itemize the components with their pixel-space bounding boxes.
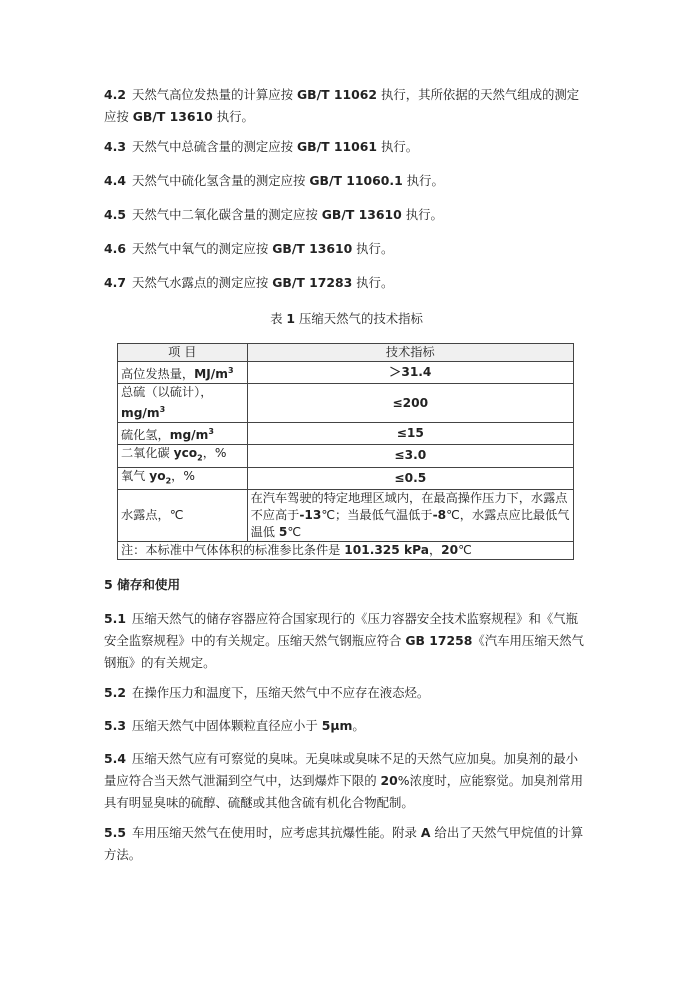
clause-text: 执行，其所依据的天然气组成的测定应按 xyxy=(104,87,580,124)
label-text: 高位发热量， xyxy=(121,367,195,382)
clause-number: 5.1 xyxy=(104,611,126,626)
clause-text: 给出了天然气甲烷值的计算方法。 xyxy=(104,825,584,862)
clause-text: 压缩天然气应有可察觉的臭味。无臭味或臭味不足的天然气应加臭。加臭剂的最小量应符合当天然气泄漏到空气中，达到爆炸下限的 xyxy=(104,751,579,788)
clause-text: 《汽车用压缩天然气钢瓶》的有关规定。 xyxy=(104,633,584,670)
clause-text: 执行。 xyxy=(402,173,444,188)
clause-text: 天然气水露点的测定应按 xyxy=(131,275,273,290)
label-sup: 3 xyxy=(159,405,166,415)
clause-5-2 xyxy=(104,682,590,704)
label-unit: mg/m xyxy=(121,406,160,421)
caption-text: 压缩天然气的技术指标 xyxy=(295,311,423,326)
value-number: -8 xyxy=(432,508,447,523)
label-unit: yco xyxy=(173,446,198,461)
clause-5-4 xyxy=(104,748,590,814)
clause-4-2 xyxy=(104,84,590,128)
section-heading: 5 储存和使用 xyxy=(104,577,181,592)
table-header-row xyxy=(118,344,574,362)
clause-number: 5.4 xyxy=(104,751,126,766)
note-text: ℃ xyxy=(458,543,472,558)
table-row xyxy=(118,384,574,423)
table-caption xyxy=(0,309,693,327)
clause-number: 5.2 xyxy=(104,685,126,700)
row-label xyxy=(118,362,248,384)
clause-text: 在操作压力和温度下，压缩天然气中不应存在液态烃。 xyxy=(131,685,430,700)
clause-text: 执行。 xyxy=(377,139,419,154)
clause-text: 天然气中硫化氢含量的测定应按 xyxy=(131,173,310,188)
row-label: 水露点，℃ xyxy=(118,490,248,542)
caption-number: 1 xyxy=(286,311,296,326)
clause-number: 4.6 xyxy=(104,241,126,256)
clause-5-1 xyxy=(104,608,590,674)
label-sup: 3 xyxy=(208,427,214,437)
label-unit: mg/m xyxy=(169,428,209,443)
standard-code: GB/T 13610 xyxy=(272,241,353,256)
note-text: ， xyxy=(428,543,442,558)
clause-text: 天然气高位发热量的计算应按 xyxy=(131,87,297,102)
table-row xyxy=(118,445,574,467)
clause-text: 执行。 xyxy=(352,241,394,256)
label-sub: 2 xyxy=(165,476,172,486)
standard-code: GB 17258 xyxy=(405,633,473,648)
standard-code: GB/T 17283 xyxy=(272,275,353,290)
clause-5-5 xyxy=(104,822,590,866)
clause-text: 车用压缩天然气在使用时，应考虑其抗爆性能。附录 xyxy=(131,825,421,840)
table-note-row xyxy=(118,542,574,560)
clause-number: 4.2 xyxy=(104,87,126,102)
note-text: 注：本标准中气体体积的标准参比条件是 xyxy=(121,543,345,558)
table-row-dewpoint xyxy=(118,490,574,542)
clause-text: %浓度时，应能察觉。加臭剂常用具有明显臭味的硫醇、硫醚或其他含硫有机化合物配制。 xyxy=(104,773,584,810)
row-label xyxy=(118,423,248,445)
label-text: 总硫（以硫计）， xyxy=(121,385,213,400)
caption-prefix: 表 xyxy=(270,311,287,326)
clause-text: 压缩天然气的储存容器应符合国家现行的《压力容器安全技术监察规程》和《气瓶安全监察规程》中的有关规定。压缩天然气钢瓶应符合 xyxy=(104,611,579,648)
clause-number: 4.4 xyxy=(104,173,126,188)
row-value: ≤15 xyxy=(247,423,573,445)
value-text: 在汽车驾驶的特定地理区域内，在最高操作压力下，水露点不应高于 xyxy=(250,491,568,523)
label-sub: 2 xyxy=(197,453,203,463)
clause-text: 天然气中二氧化碳含量的测定应按 xyxy=(131,207,322,222)
standard-code: GB/T 11061 xyxy=(296,139,377,154)
standard-code: GB/T 13610 xyxy=(132,109,213,124)
note-number: 20 xyxy=(441,543,459,558)
label-text: 二氧化碳 xyxy=(121,446,174,461)
header-item: 项 目 xyxy=(118,344,248,362)
clause-number: 4.3 xyxy=(104,139,126,154)
value-text: ℃；当最低气温低于 xyxy=(321,508,433,523)
label-text: 硫化氢， xyxy=(121,428,170,443)
label-unit: MJ/m xyxy=(194,367,228,382)
row-value: ＞31.4 xyxy=(247,362,573,384)
clause-number: 4.7 xyxy=(104,275,126,290)
spec-table xyxy=(117,343,574,560)
row-label xyxy=(118,384,248,423)
clause-number: 4.5 xyxy=(104,207,126,222)
clause-number: 5.5 xyxy=(104,825,126,840)
standard-code: GB/T 11062 xyxy=(296,87,377,102)
standard-code: GB/T 13610 xyxy=(321,207,402,222)
clause-text: 执行。 xyxy=(212,109,254,124)
table-row xyxy=(118,423,574,445)
clause-4-7 xyxy=(104,272,590,294)
clause-4-4 xyxy=(104,170,590,192)
clause-text: 天然气中氧气的测定应按 xyxy=(131,241,273,256)
standard-code: GB/T 11060.1 xyxy=(309,173,403,188)
value-text: ℃，水露点应比最低气温低 xyxy=(250,508,570,540)
clause-text: 。 xyxy=(352,718,365,733)
value-number: -13 xyxy=(299,508,322,523)
table-row xyxy=(118,362,574,384)
row-value: ≤3.0 xyxy=(247,445,573,467)
table-row xyxy=(118,467,574,489)
value-number: 20 xyxy=(380,773,398,788)
clause-5-3 xyxy=(104,715,590,737)
clause-number: 5.3 xyxy=(104,718,126,733)
clause-text: 执行。 xyxy=(401,207,443,222)
header-value: 技术指标 xyxy=(247,344,573,362)
row-label xyxy=(118,445,248,467)
row-value: ≤200 xyxy=(247,384,573,423)
clause-text: 执行。 xyxy=(352,275,394,290)
row-value xyxy=(247,490,573,542)
label-text: 氧气 xyxy=(121,468,150,483)
value-text: ℃ xyxy=(287,525,302,540)
clause-4-3 xyxy=(104,136,590,158)
table-note xyxy=(118,542,574,560)
clause-text: 压缩天然气中固体颗粒直径应小于 xyxy=(131,718,322,733)
label-sup: 3 xyxy=(227,366,234,375)
clause-4-6 xyxy=(104,238,590,260)
row-label xyxy=(118,467,248,489)
clause-text: 天然气中总硫含量的测定应按 xyxy=(131,139,297,154)
value-number: 5 xyxy=(278,525,288,540)
label-suffix: ，% xyxy=(171,468,195,483)
label-suffix: ，% xyxy=(202,446,227,461)
value-number: 5μm xyxy=(321,718,353,733)
clause-4-5 xyxy=(104,204,590,226)
label-unit: yo xyxy=(149,468,166,483)
annex-ref: A xyxy=(420,825,431,840)
row-value: ≤0.5 xyxy=(247,467,573,489)
note-number: 101.325 kPa xyxy=(344,543,429,558)
